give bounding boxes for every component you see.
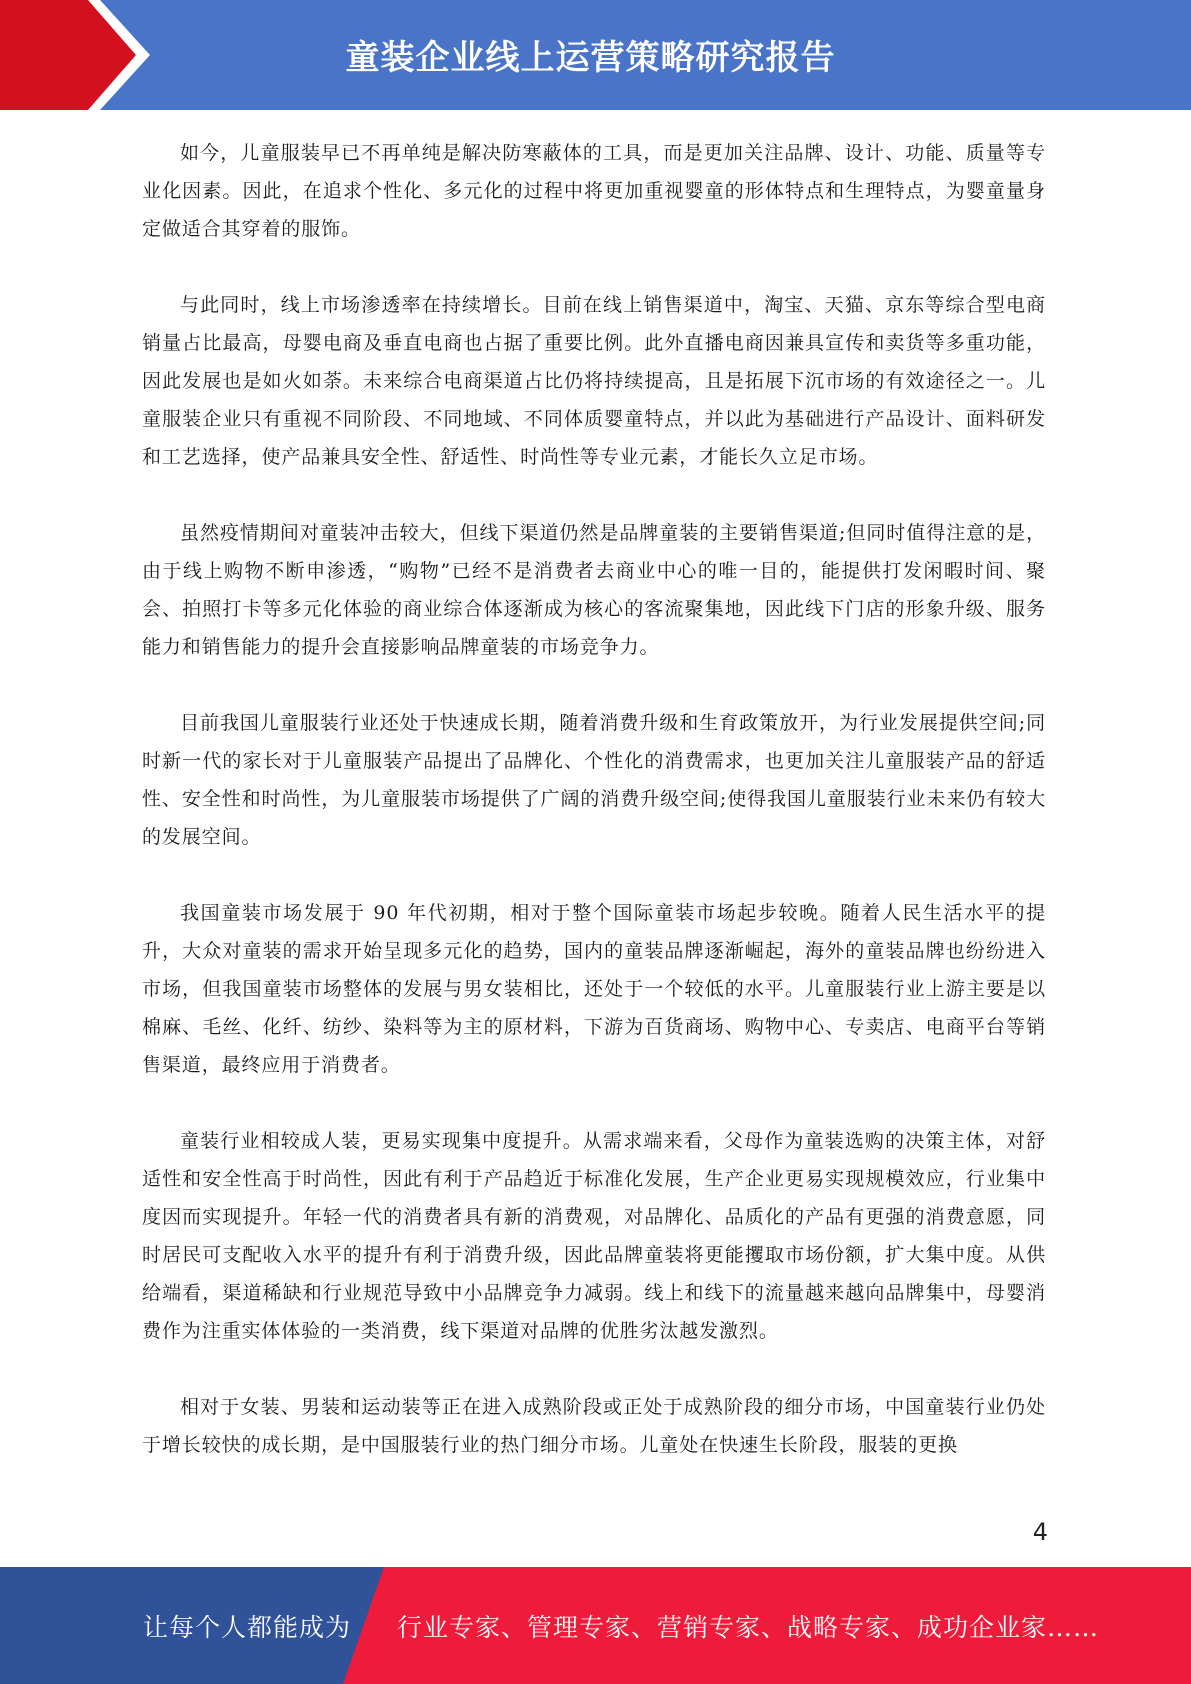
footer-banner [0,1567,1191,1684]
header-banner [0,0,1191,110]
paragraph-7: 相对于女装、男装和运动装等正在进入成熟阶段或正处于成熟阶段的细分市场，中国童装行业仍处于增长较快的成长期，是中国服装行业的热门细分市场。儿童处在快速生长阶段，服装的更换 [142,1396,1046,1456]
paragraph-5: 我国童装市场发展于 90 年代初期，相对于整个国际童装市场起步较晚。随着人民生活水平的提升，大众对童装的需求开始呈现多元化的趋势，国内的童装品牌逐渐崛起，海外的童装品牌也纷纷进入市场，但我国童装市场整体的发展与男女装相比，还处于一个较低的水平。儿童服装行业上游主要是以棉麻、毛丝、化纤、纺纱、染料等为主的原材料，下游为百货商场、购物中心、专卖店、电商平台等销售渠道，最终应用于消费者。 [142,902,1046,1076]
paragraph-2: 与此同时，线上市场渗透率在持续增长。目前在线上销售渠道中，淘宝、天猫、京东等综合型电商销量占比最高，母婴电商及垂直电商也占据了重要比例。此外直播电商因兼具宣传和卖货等多重功能，因此发展也是如火如荼。未来综合电商渠道占比仍将持续提高，且是拓展下沉市场的有效途径之一。儿童服装企业只有重视不同阶段、不同地域、不同体质婴童特点，并以此为基础进行产品设计、面料研发和工艺选择，使产品兼具安全性、舒适性、时尚性等专业元素，才能长久立足市场。 [142,294,1046,468]
paragraph-4: 目前我国儿童服装行业还处于快速成长期，随着消费升级和生育政策放开，为行业发展提供空间;同时新一代的家长对于儿童服装产品提出了品牌化、个性化的消费需求，也更加关注儿童服装产品的舒适性、安全性和时尚性，为儿童服装市场提供了广阔的消费升级空间;使得我国儿童服装行业未来仍有较大的发展空间。 [142,712,1046,848]
paragraph-3: 虽然疫情期间对童装冲击较大，但线下渠道仍然是品牌童装的主要销售渠道;但同时值得注意的是，由于线上购物不断申渗透，“购物”已经不是消费者去商业中心的唯一目的，能提供打发闲暇时间、聚会、拍照打卡等多元化体验的商业综合体逐渐成为核心的客流聚集地，因此线下门店的形象升级、服务能力和销售能力的提升会直接影响品牌童装的市场竞争力。 [142,522,1046,658]
footer-slogan-right: 行业专家、管理专家、营销专家、战略专家、成功企业家…… [397,1612,1100,1642]
paragraph-6: 童装行业相较成人装，更易实现集中度提升。从需求端来看，父母作为童装选购的决策主体，对舒适性和安全性高于时尚性，因此有利于产品趋近于标准化发展，生产企业更易实现规模效应，行业集中度因而实现提升。年轻一代的消费者具有新的消费观，对品牌化、品质化的产品有更强的消费意愿，同时居民可支配收入水平的提升有利于消费升级，因此品牌童装将更能攫取市场份额，扩大集中度。从供给端看，渠道稀缺和行业规范导致中小品牌竞争力减弱。线上和线下的流量越来越向品牌集中，母婴消费作为注重实体体验的一类消费，线下渠道对品牌的优胜劣汰越发激烈。 [142,1130,1046,1342]
page-number: 4 [1032,1518,1048,1546]
document-title: 童装企业线上运营策略研究报告 [345,37,836,78]
paragraph-1: 如今，儿童服装早已不再单纯是解决防寒蔽体的工具，而是更加关注品牌、设计、功能、质量等专业化因素。因此，在追求个性化、多元化的过程中将更加重视婴童的形体特点和生理特点，为婴童量身定做适合其穿着的服饰。 [142,142,1046,240]
document-body [142,134,1046,1502]
footer-slogan-left: 让每个人都能成为 [143,1612,352,1642]
